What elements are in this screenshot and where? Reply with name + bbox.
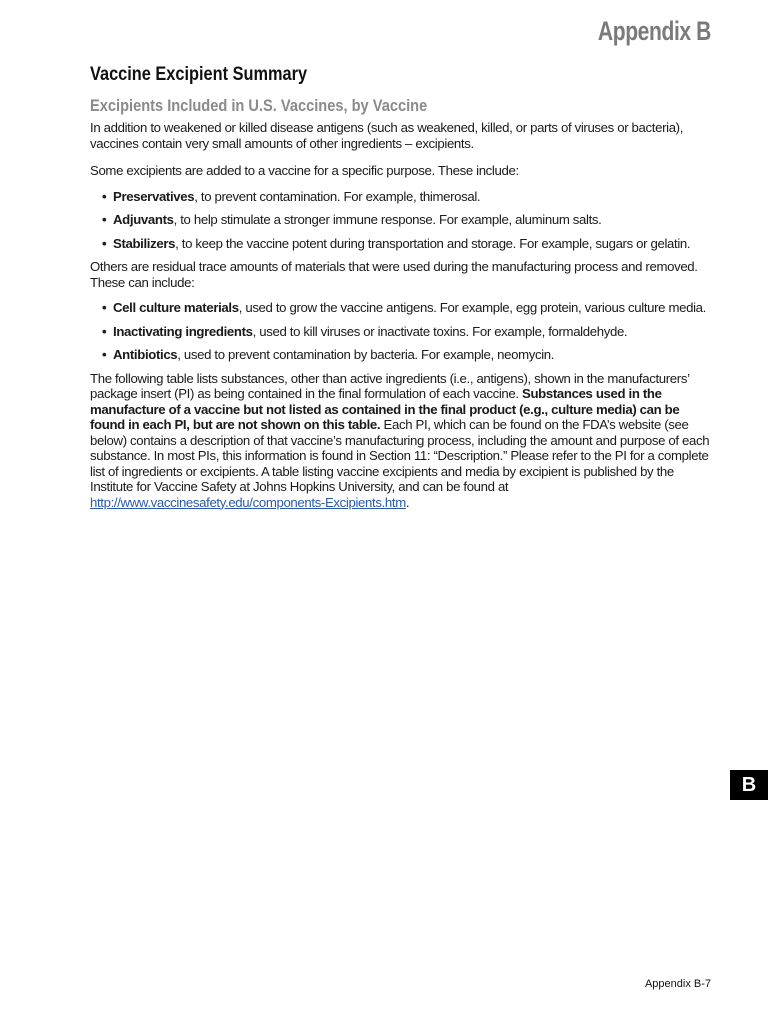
paragraph-text: The following table lists substances, other than active ingredients (i.e., antigens), shown in the manufacturers’ package insert (PI) as being contained in the final formulation of each vaccine. <box>90 370 690 401</box>
list-item <box>102 189 710 205</box>
vaccinesafety-link[interactable]: http://www.vaccinesafety.edu/components-Excipients.htm <box>90 494 406 510</box>
bullet-icon: • <box>102 347 107 362</box>
document-title: Vaccine Excipient Summary <box>90 64 308 85</box>
list-item-text: , to prevent contamination. For example, thimerosal. <box>194 188 481 204</box>
list-item-term: Inactivating ingredients <box>113 323 253 339</box>
list-item-term: Preservatives <box>113 188 195 204</box>
bullet-icon: • <box>102 323 107 339</box>
purpose-paragraph: Some excipients are added to a vaccine for a specific purpose. These include: <box>90 163 519 178</box>
residual-paragraph: Others are residual trace amounts of materials that were used during the manufacturing process and removed. These can include: <box>90 259 698 290</box>
page-number: Appendix B-7 <box>644 978 711 990</box>
list-item-text: , to keep the vaccine potent during transportation and storage. For example, sugars or gelatin. <box>175 235 691 251</box>
list-item <box>102 236 710 252</box>
bullet-icon: • <box>102 300 107 315</box>
list-item <box>102 212 710 228</box>
list-item <box>102 300 710 316</box>
list-item <box>102 324 710 340</box>
document-body <box>90 64 710 510</box>
list-item-term: Stabilizers <box>113 235 176 251</box>
paragraph-end: . <box>405 494 410 510</box>
list-item-text: , to help stimulate a stronger immune response. For example, aluminum salts. <box>173 212 602 227</box>
paragraph-emphasis: Substances used in the manufacture of a vaccine but not listed as contained in the final product (e.g., culture media) can be found in each PI, but are not shown on this table. <box>90 386 680 432</box>
list-item-text: , used to grow the vaccine antigens. For example, egg protein, various culture media. <box>238 300 706 315</box>
intro-paragraph: In addition to weakened or killed disease antigens (such as weakened, killed, or parts of viruses or bacteria), vaccines contain very small amounts of other ingredients – excipients. <box>90 120 684 151</box>
table-description-paragraph <box>90 371 710 511</box>
bullet-icon: • <box>102 188 107 204</box>
appendix-header: Appendix B <box>597 16 711 46</box>
list-item-term: Adjuvants <box>113 212 174 227</box>
list-item-term: Cell culture materials <box>113 300 239 315</box>
list-item-text: , used to kill viruses or inactivate toxins. For example, formaldehyde. <box>252 323 628 339</box>
paragraph-text: Each PI, which can be found on the FDA’s website (see below) contains a description of that vaccine’s manufacturing process, including the amount and purpose of each substance. In most PIs, this information is found in Section 11: “Description.” Please refer to the PI for a complete list of ingredients or excipients. A table listing vaccine excipients and media by excipient is published by the Institute for Vaccine Safety at Johns Hopkins University, and can be found at <box>90 417 710 494</box>
residual-list <box>90 300 710 363</box>
list-item-term: Antibiotics <box>113 347 178 362</box>
section-tab-b: B <box>730 770 768 800</box>
document-subtitle: Excipients Included in U.S. Vaccines, by Vaccine <box>90 96 428 115</box>
list-item <box>102 347 710 363</box>
list-item-text: , used to prevent contamination by bacteria. For example, neomycin. <box>177 347 555 362</box>
purpose-list <box>90 189 710 252</box>
bullet-icon: • <box>102 212 107 227</box>
bullet-icon: • <box>102 235 107 251</box>
